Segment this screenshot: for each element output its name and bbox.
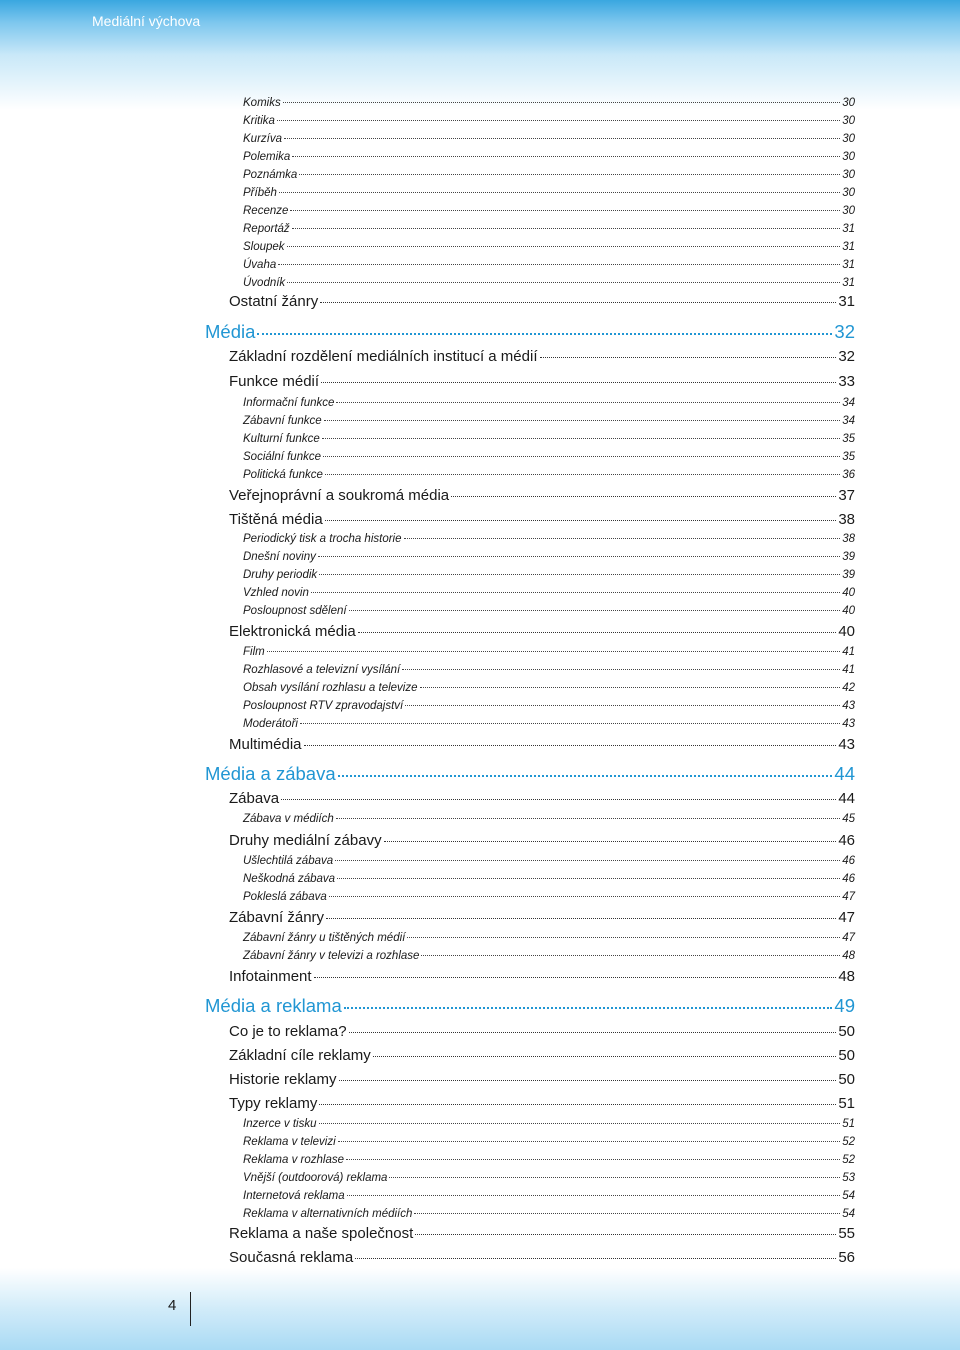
toc-entry-title: Informační funkce [243, 397, 335, 409]
toc-entry-page: 30 [842, 169, 855, 181]
toc-leader-dots [279, 192, 840, 193]
toc-entry-page: 50 [838, 1023, 855, 1040]
toc-entry-title: Vnější (outdoorová) reklama [243, 1172, 388, 1184]
toc-subsection [243, 97, 855, 113]
toc-entry-title: Dnešní noviny [243, 551, 316, 563]
toc-subsection [243, 587, 855, 603]
toc-entry-title: Ušlechtilá zábava [243, 855, 334, 867]
toc-entry-title: Úvodník [243, 277, 286, 289]
toc-chapter [205, 321, 855, 345]
page-number: 4 [168, 1297, 177, 1314]
toc-subsection [243, 891, 855, 907]
toc-entry-page: 48 [842, 950, 855, 962]
toc-subsection [243, 1208, 855, 1224]
toc-leader-dots [337, 878, 840, 879]
toc-entry-page: 34 [842, 415, 855, 427]
toc-subsection [243, 259, 855, 275]
toc-subsection [243, 451, 855, 467]
toc-entry-page: 39 [842, 569, 855, 581]
toc-section [229, 1249, 855, 1269]
toc-entry-title: Veřejnoprávní a soukromá média [229, 487, 450, 504]
toc-entry-page: 51 [838, 1095, 855, 1112]
toc-entry-title: Sloupek [243, 241, 285, 253]
toc-entry-page: 49 [834, 995, 855, 1016]
toc-leader-dots [420, 687, 841, 688]
toc-entry-page: 42 [842, 682, 855, 694]
toc-entry-page: 40 [842, 605, 855, 617]
toc-leader-dots [336, 818, 840, 819]
toc-entry-title: Elektronická média [229, 623, 356, 640]
toc-leader-dots [287, 282, 840, 283]
toc-leader-dots [292, 156, 840, 157]
toc-subsection [243, 115, 855, 131]
toc-entry-title: Posloupnost RTV zpravodajství [243, 700, 404, 712]
toc-leader-dots [318, 556, 840, 557]
toc-leader-dots [277, 120, 840, 121]
toc-leader-dots [421, 955, 840, 956]
toc-leader-dots [407, 937, 840, 938]
toc-subsection [243, 169, 855, 185]
toc-entry-page: 38 [838, 511, 855, 528]
toc-entry-title: Reportáž [243, 223, 290, 235]
toc-entry-page: 56 [838, 1249, 855, 1266]
toc-entry-page: 50 [838, 1071, 855, 1088]
toc-entry-page: 46 [842, 873, 855, 885]
toc-entry-title: Média a zábava [205, 763, 336, 784]
toc-leader-dots [414, 1213, 840, 1214]
toc-leader-dots [329, 896, 840, 897]
toc-entry-title: Film [243, 646, 265, 658]
toc-entry-title: Zábava [229, 790, 280, 807]
toc-entry-title: Internetová reklama [243, 1190, 345, 1202]
toc-entry-title: Zábavní žánry v televizi a rozhlase [243, 950, 420, 962]
toc-subsection [243, 187, 855, 203]
toc-section [229, 348, 855, 368]
toc-subsection [243, 415, 855, 431]
toc-subsection [243, 605, 855, 621]
toc-entry-title: Média [205, 321, 256, 342]
toc-subsection [243, 397, 855, 413]
toc-section [229, 1023, 855, 1043]
toc-entry-page: 48 [838, 968, 855, 985]
toc-entry-title: Kulturní funkce [243, 433, 320, 445]
toc-leader-dots [336, 402, 840, 403]
toc-leader-dots [281, 799, 836, 800]
toc-leader-dots [358, 632, 837, 633]
toc-leader-dots [319, 574, 840, 575]
toc-chapter [205, 763, 855, 787]
toc-subsection [243, 133, 855, 149]
toc-leader-dots [319, 1123, 841, 1124]
toc-leader-dots [304, 745, 837, 746]
toc-entry-page: 46 [842, 855, 855, 867]
toc-section [229, 790, 855, 810]
toc-leader-dots [404, 538, 841, 539]
toc-entry-title: Rozhlasové a televizní vysílání [243, 664, 401, 676]
toc-section [229, 373, 855, 393]
toc-entry-page: 36 [842, 469, 855, 481]
toc-entry-title: Polemika [243, 151, 291, 163]
toc-entry-title: Poznámka [243, 169, 298, 181]
toc-leader-dots [384, 841, 837, 842]
toc-leader-dots [373, 1056, 837, 1057]
toc-subsection [243, 718, 855, 734]
toc-subsection [243, 1154, 855, 1170]
toc-entry-title: Zábavní funkce [243, 415, 322, 427]
toc-entry-title: Úvaha [243, 259, 277, 271]
toc-entry-title: Reklama a naše společnost [229, 1225, 414, 1242]
toc-leader-dots [284, 138, 840, 139]
toc-subsection [243, 205, 855, 221]
toc-subsection [243, 813, 855, 829]
toc-entry-title: Zábavní žánry u tištěných médií [243, 932, 406, 944]
toc-section [229, 909, 855, 929]
toc-subsection [243, 433, 855, 449]
toc-entry-page: 44 [834, 763, 855, 784]
toc-leader-dots [321, 382, 836, 383]
toc-entry-page: 46 [838, 832, 855, 849]
toc-entry-page: 31 [842, 259, 855, 271]
toc-leader-dots [287, 246, 841, 247]
toc-leader-dots [349, 610, 841, 611]
toc-entry-page: 41 [842, 664, 855, 676]
toc-entry-title: Pokleslá zábava [243, 891, 327, 903]
toc-entry-page: 35 [842, 451, 855, 463]
toc-subsection [243, 950, 855, 966]
toc-entry-title: Multimédia [229, 736, 302, 753]
toc-leader-dots [326, 918, 836, 919]
toc-subsection [243, 241, 855, 257]
toc-subsection [243, 1118, 855, 1134]
toc-entry-page: 30 [842, 151, 855, 163]
toc-subsection [243, 277, 855, 293]
toc-entry-page: 37 [838, 487, 855, 504]
toc-leader-dots [325, 474, 840, 475]
toc-subsection [243, 932, 855, 948]
toc-subsection [243, 646, 855, 662]
toc-entry-page: 39 [842, 551, 855, 563]
toc-leader-dots [389, 1177, 840, 1178]
toc-leader-dots [344, 1007, 833, 1009]
toc-entry-title: Základní rozdělení mediálních institucí a médií [229, 348, 538, 365]
toc-leader-dots [323, 456, 840, 457]
toc-leader-dots [278, 264, 840, 265]
toc-chapter [205, 995, 855, 1019]
toc-leader-dots [257, 333, 832, 335]
toc-entry-page: 30 [842, 187, 855, 199]
toc-entry-page: 32 [834, 321, 855, 342]
toc-entry-page: 43 [842, 700, 855, 712]
toc-section [229, 1095, 855, 1115]
toc-leader-dots [320, 302, 836, 303]
toc-entry-title: Základní cíle reklamy [229, 1047, 371, 1064]
toc-entry-page: 34 [842, 397, 855, 409]
page-divider [190, 1292, 191, 1326]
toc-subsection [243, 855, 855, 871]
toc-entry-title: Obsah vysílání rozhlasu a televize [243, 682, 418, 694]
toc-entry-title: Druhy mediální zábavy [229, 832, 382, 849]
toc-entry-title: Reklama v televizi [243, 1136, 336, 1148]
toc-entry-title: Funkce médií [229, 373, 320, 390]
toc-entry-title: Inzerce v tisku [243, 1118, 317, 1130]
toc-entry-page: 40 [838, 623, 855, 640]
toc-section [229, 293, 855, 313]
toc-entry-title: Média a reklama [205, 995, 342, 1016]
toc-entry-page: 51 [842, 1118, 855, 1130]
toc-entry-page: 54 [842, 1208, 855, 1220]
toc-subsection [243, 682, 855, 698]
toc-entry-title: Reklama v rozhlase [243, 1154, 344, 1166]
toc-section [229, 1047, 855, 1067]
toc-subsection [243, 1136, 855, 1152]
toc-leader-dots [355, 1258, 836, 1259]
toc-entry-title: Typy reklamy [229, 1095, 318, 1112]
toc-leader-dots [300, 723, 840, 724]
toc-entry-title: Kurzíva [243, 133, 282, 145]
toc-leader-dots [324, 420, 841, 421]
toc-entry-page: 41 [842, 646, 855, 658]
toc-entry-title: Ostatní žánry [229, 293, 319, 310]
toc-subsection [243, 873, 855, 889]
toc-section [229, 1225, 855, 1245]
toc-entry-page: 30 [842, 133, 855, 145]
toc-entry-title: Současná reklama [229, 1249, 354, 1266]
toc-entry-page: 30 [842, 205, 855, 217]
toc-entry-title: Druhy periodik [243, 569, 318, 581]
toc-subsection [243, 700, 855, 716]
toc-entry-page: 54 [842, 1190, 855, 1202]
toc-entry-page: 31 [842, 223, 855, 235]
toc-section [229, 968, 855, 988]
toc-leader-dots [322, 438, 840, 439]
toc-leader-dots [314, 977, 837, 978]
toc-entry-page: 52 [842, 1136, 855, 1148]
toc-entry-title: Recenze [243, 205, 289, 217]
toc-entry-page: 32 [838, 348, 855, 365]
toc-entry-title: Tištěná média [229, 511, 323, 528]
toc-leader-dots [325, 520, 837, 521]
toc-subsection [243, 223, 855, 239]
toc-leader-dots [335, 860, 840, 861]
toc-entry-title: Historie reklamy [229, 1071, 337, 1088]
toc-entry-title: Zábavní žánry [229, 909, 325, 926]
toc-entry-title: Komiks [243, 97, 281, 109]
toc-entry-page: 43 [842, 718, 855, 730]
toc-entry-page: 33 [838, 373, 855, 390]
toc-entry-page: 31 [842, 277, 855, 289]
toc-leader-dots [451, 496, 836, 497]
toc-entry-title: Neškodná zábava [243, 873, 336, 885]
toc-entry-title: Moderátoři [243, 718, 298, 730]
toc-leader-dots [346, 1159, 840, 1160]
toc-entry-page: 35 [842, 433, 855, 445]
toc-entry-title: Sociální funkce [243, 451, 321, 463]
toc-subsection [243, 569, 855, 585]
toc-entry-title: Infotainment [229, 968, 312, 985]
header-title: Mediální výchova [92, 13, 201, 29]
toc-entry-page: 52 [842, 1154, 855, 1166]
toc-entry-page: 47 [842, 932, 855, 944]
toc-leader-dots [292, 228, 841, 229]
toc-leader-dots [311, 592, 840, 593]
toc-entry-title: Posloupnost sdělení [243, 605, 347, 617]
toc-subsection [243, 469, 855, 485]
toc-leader-dots [347, 1195, 841, 1196]
toc-entry-page: 47 [842, 891, 855, 903]
toc-entry-page: 43 [838, 736, 855, 753]
toc-entry-title: Periodický tisk a trocha historie [243, 533, 402, 545]
toc-entry-page: 53 [842, 1172, 855, 1184]
toc-leader-dots [283, 102, 841, 103]
toc-entry-page: 44 [838, 790, 855, 807]
toc-section [229, 1071, 855, 1091]
toc-leader-dots [540, 357, 837, 358]
toc-entry-title: Zábava v médiích [243, 813, 334, 825]
toc-leader-dots [349, 1032, 837, 1033]
toc-subsection [243, 664, 855, 680]
toc-leader-dots [402, 669, 840, 670]
toc-subsection [243, 533, 855, 549]
toc-entry-title: Politická funkce [243, 469, 323, 481]
toc-entry-title: Kritika [243, 115, 275, 127]
toc-subsection [243, 1190, 855, 1206]
toc-leader-dots [319, 1104, 836, 1105]
toc-section [229, 736, 855, 756]
toc-subsection [243, 151, 855, 167]
toc-leader-dots [299, 174, 840, 175]
toc-entry-title: Vzhled novin [243, 587, 309, 599]
toc-leader-dots [405, 705, 840, 706]
toc-section [229, 832, 855, 852]
toc-section [229, 623, 855, 643]
toc-entry-page: 31 [838, 293, 855, 310]
toc-leader-dots [338, 1141, 841, 1142]
toc-entry-page: 38 [842, 533, 855, 545]
toc-leader-dots [267, 651, 840, 652]
toc-entry-page: 30 [842, 97, 855, 109]
toc-entry-page: 40 [842, 587, 855, 599]
toc-subsection [243, 551, 855, 567]
toc-entry-page: 45 [842, 813, 855, 825]
toc-entry-title: Co je to reklama? [229, 1023, 347, 1040]
toc-leader-dots [415, 1234, 836, 1235]
toc-entry-page: 55 [838, 1225, 855, 1242]
toc-entry-title: Reklama v alternativních médiích [243, 1208, 413, 1220]
toc-entry-page: 47 [838, 909, 855, 926]
toc-leader-dots [339, 1080, 837, 1081]
footer-band [0, 1268, 960, 1350]
toc-leader-dots [290, 210, 840, 211]
toc-section [229, 511, 855, 531]
toc-section [229, 487, 855, 507]
toc-entry-page: 50 [838, 1047, 855, 1064]
toc-leader-dots [338, 775, 833, 777]
toc-entry-title: Příběh [243, 187, 277, 199]
toc-entry-page: 31 [842, 241, 855, 253]
toc-subsection [243, 1172, 855, 1188]
toc-entry-page: 30 [842, 115, 855, 127]
